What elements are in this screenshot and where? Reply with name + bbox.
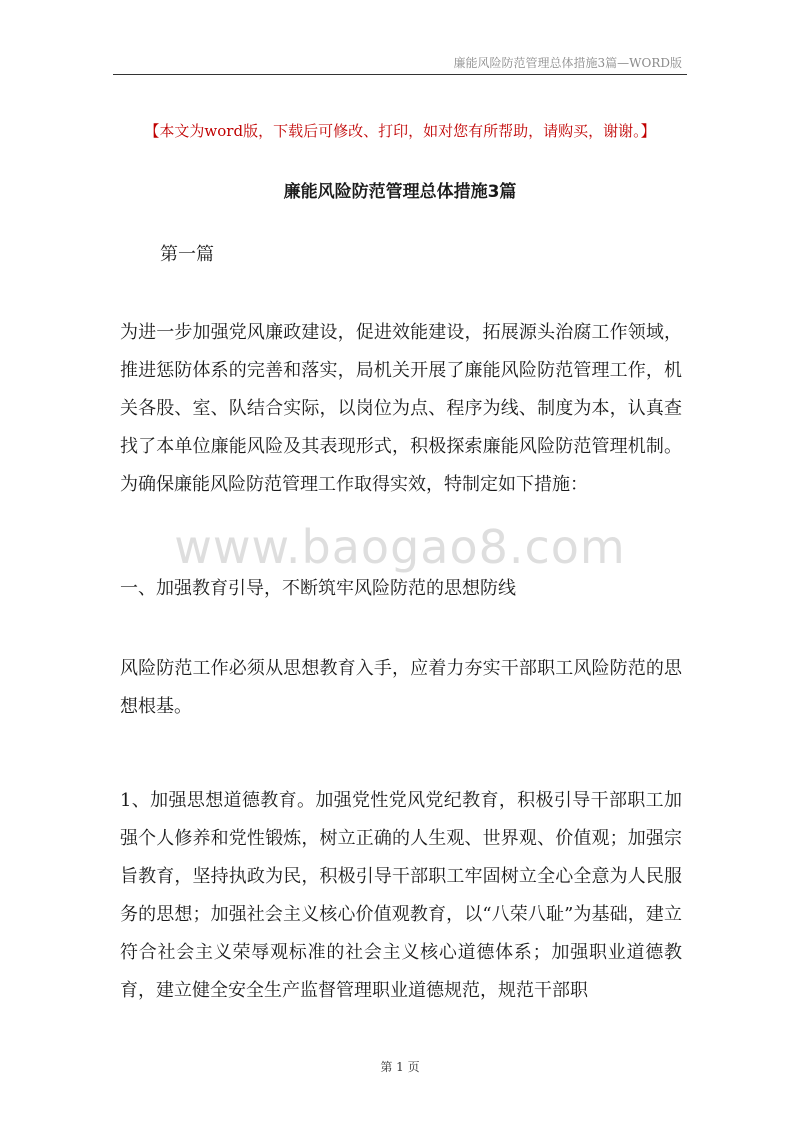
body-paragraph-intro: 为进一步加强党风廉政建设，促进效能建设，拓展源头治腐工作领域，推进惩防体系的完善和落实，局机关开展了廉能风险防范管理工作，机关各股、室、队结合实际，以岗位为点、程序为线、制度为本，认真查找了本单位廉能风险及其表现形式，积极探索廉能风险防范管理机制。为确保廉能风险防范管理工作取得实效，特制定如下措施： xyxy=(120,322,682,495)
watermark: www.baogao8.com xyxy=(174,520,626,574)
section-label: 第一篇 xyxy=(160,244,214,265)
header-divider xyxy=(113,74,687,75)
body-paragraph-2: 风险防范工作必须从思想教育入手，应着力夯实干部职工风险防范的思想根基。 xyxy=(120,658,682,717)
running-header: 廉能风险防范管理总体措施3篇—WORD版 xyxy=(453,56,682,70)
section-heading-one: 一、加强教育引导，不断筑牢风险防范的思想防线 xyxy=(120,578,516,599)
page-number: 第 1 页 xyxy=(380,1060,420,1074)
body-paragraph-3: 1、加强思想道德教育。加强党性党风党纪教育，积极引导干部职工加强个人修养和党性锻炼，树立正确的人生观、世界观、价值观；加强宗旨教育，坚持执政为民，积极引导干部职工牢固树立全心全意为人民服务的思想；加强社会主义核心价值观教育，以“八荣八耻”为基础，建立符合社会主义荣辱观标准的社会主义核心道德体系；加强职业道德教育，建立健全安全生产监督管理职业道德规范，规范干部职 xyxy=(120,790,682,1001)
document-title: 廉能风险防范管理总体措施3篇 xyxy=(283,182,517,202)
download-notice: 【本文为word版，下载后可修改、打印，如对您有所帮助，请购买，谢谢。】 xyxy=(144,122,656,140)
